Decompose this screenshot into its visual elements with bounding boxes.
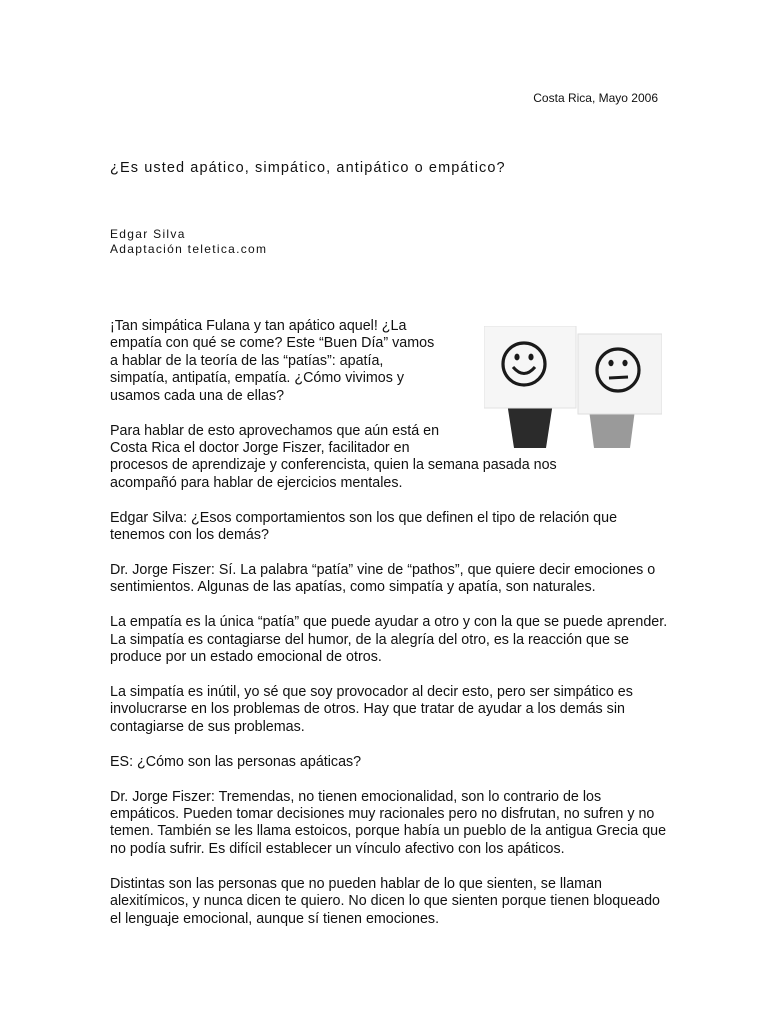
intro-line: usamos cada una de ellas? — [110, 387, 285, 404]
dateline: Costa Rica, Mayo 2006 — [533, 91, 658, 105]
source-credit: Adaptación teletica.com — [110, 242, 268, 256]
article-body — [110, 318, 670, 945]
interview-paragraph: Distintas son las personas que no pueden hablar de lo que sienten, se llaman alexitímicos, y nunca dicen te quiero. No dicen lo que sienten porque tienen bloqueado el lenguaje emocional, aunque sí tienen emociones. — [110, 875, 661, 927]
intro-paragraph — [110, 318, 670, 405]
context-line: Costa Rica el doctor Jorge Fiszer, facilitador en — [110, 439, 410, 456]
interview-paragraph: La empatía es la única “patía” que puede ayudar a otro y con la que se puede aprender. La simpatía es contagiarse del humor, de la alegría del otro, es la reacción que se produce por un estado emocional de otros. — [110, 614, 668, 666]
interview-paragraph: Edgar Silva: ¿Esos comportamientos son los que definen el tipo de relación que tenemos con los demás? — [110, 509, 618, 544]
intro-line: a hablar de la teoría de las “patías”: apatía, — [110, 352, 384, 369]
interview-paragraph: Dr. Jorge Fiszer: Tremendas, no tienen emocionalidad, son lo contrario de los empáticos. Pueden tomar decisiones muy racionales pero no disfrutan, no sufren y no temen. También se les llama estoicos, porque había un pueblo de la antigua Grecia que no podía sufrir. Es difícil establecer un vínculo afectivo con los apáticos. — [110, 788, 667, 857]
context-line: Para hablar de esto aprovechamos que aún está en — [110, 422, 440, 439]
interview-paragraph: La simpatía es inútil, yo sé que soy provocador al decir esto, pero ser simpático es involucrarse en los problemas de otros. Hay que tratar de ayudar a los demás sin contagiarse de sus problemas. — [110, 684, 633, 735]
context-line: procesos de aprendizaje y conferencista, quien la semana pasada nos — [110, 457, 557, 474]
intro-line: empatía con qué se come? Este “Buen Día” vamos — [110, 335, 435, 352]
article-title: ¿Es usted apático, simpático, antipático o empático? — [110, 160, 506, 176]
interview-paragraph: ES: ¿Cómo son las personas apáticas? — [110, 753, 362, 770]
intro-line: simpatía, antipatía, empatía. ¿Cómo vivimos y — [110, 370, 404, 387]
author-name: Edgar Silva — [110, 227, 186, 241]
intro-line: ¡Tan simpática Fulana y tan apático aquel! ¿La — [110, 318, 407, 334]
context-paragraph — [110, 423, 670, 493]
context-line: acompañó para hablar de ejercicios mentales. — [110, 474, 403, 491]
interview-paragraph: Dr. Jorge Fiszer: Sí. La palabra “patía” vine de “pathos”, que quiere decir emociones o sentimientos. Algunas de las apatías, como simpatía y apatía, son naturales. — [110, 561, 656, 596]
byline — [110, 227, 267, 257]
